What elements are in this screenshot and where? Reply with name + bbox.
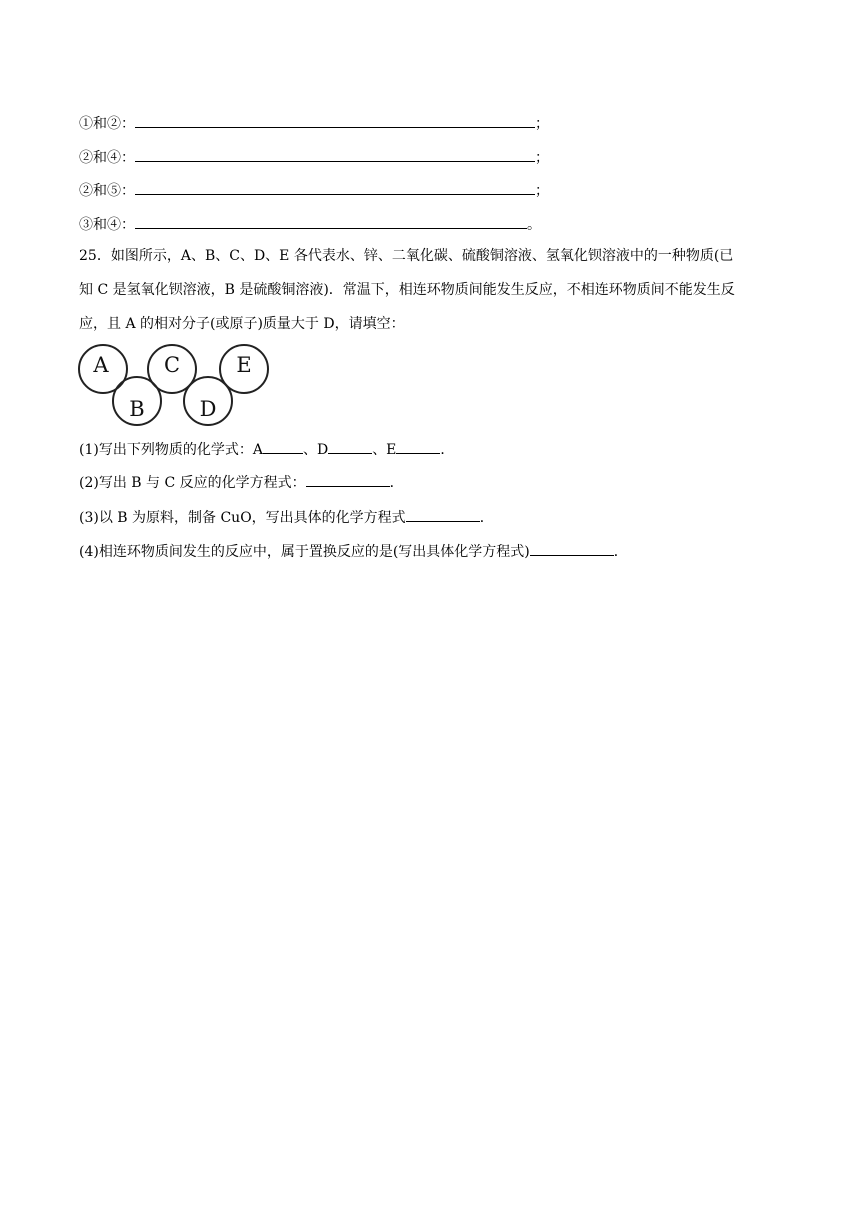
subquestion-3	[79, 507, 494, 527]
question-stem-line-1	[79, 246, 733, 266]
answer-blank-d[interactable]	[328, 439, 372, 454]
pair-label: ①和②：	[79, 116, 135, 132]
subquestion-text: 、D	[302, 442, 329, 458]
pair-label: ②和④：	[79, 150, 135, 166]
subquestion-text: ．	[613, 544, 628, 560]
question-stem: 知 C 是氢氧化钡溶液，B 是硫酸铜溶液)．常温下，相连环物质间能发生反应，不相连环物质间不能发生反	[79, 282, 735, 298]
answer-blank[interactable]	[135, 113, 535, 128]
subquestion-text: (1)写出下列物质的化学式：A	[79, 442, 263, 458]
answer-blank[interactable]	[135, 180, 535, 195]
question-stem: 应，且 A 的相对分子(或原子)质量大于 D，请填空：	[79, 316, 405, 332]
ring-label-b: B	[129, 397, 145, 421]
answer-blank[interactable]	[530, 541, 614, 556]
answer-blank[interactable]	[406, 507, 480, 522]
question-stem-line-2	[79, 280, 735, 300]
ring-label-d: D	[199, 397, 217, 421]
answer-blank[interactable]	[306, 472, 390, 487]
subquestion-text: (2)写出 B 与 C 反应的化学方程式：	[79, 475, 306, 491]
subquestion-text: 、E	[372, 442, 397, 458]
subquestion-1	[79, 439, 454, 459]
pair-end: ；	[535, 150, 549, 166]
subquestion-text: (3)以 B 为原料，制备 CuO，写出具体的化学方程式	[79, 510, 406, 526]
ring-label-e: E	[236, 353, 252, 377]
answer-blank-a[interactable]	[263, 439, 303, 454]
ring-label-c: C	[163, 353, 181, 377]
pair-label: ③和④：	[79, 217, 135, 233]
subquestion-text: ．	[440, 442, 455, 458]
answer-blank[interactable]	[135, 147, 535, 162]
answer-blank[interactable]	[135, 214, 527, 229]
pair-end: 。	[527, 217, 541, 233]
subquestion-text: ．	[479, 510, 494, 526]
question-stem: 如图所示，A、B、C、D、E 各代表水、锌、二氧化碳、硫酸铜溶液、氢氧化钡溶液中的一种物质(已	[110, 248, 734, 264]
pair-line-4	[79, 214, 541, 234]
ring-label-a: A	[93, 353, 109, 377]
pair-label: ②和⑤：	[79, 183, 135, 199]
ring-diagram	[77, 342, 277, 432]
pair-line-3	[79, 180, 549, 200]
pair-line-1	[79, 113, 549, 133]
pair-end: ；	[535, 116, 549, 132]
question-number: 25．	[79, 248, 111, 264]
answer-blank-e[interactable]	[396, 439, 440, 454]
pair-line-2	[79, 147, 549, 167]
subquestion-2	[79, 472, 404, 492]
question-stem-line-3	[79, 314, 405, 334]
subquestion-text: (4)相连环物质间发生的反应中，属于置换反应的是(写出具体化学方程式)	[79, 544, 530, 560]
pair-end: ；	[535, 183, 549, 199]
subquestion-text: ．	[389, 475, 404, 491]
subquestion-4	[79, 541, 628, 561]
